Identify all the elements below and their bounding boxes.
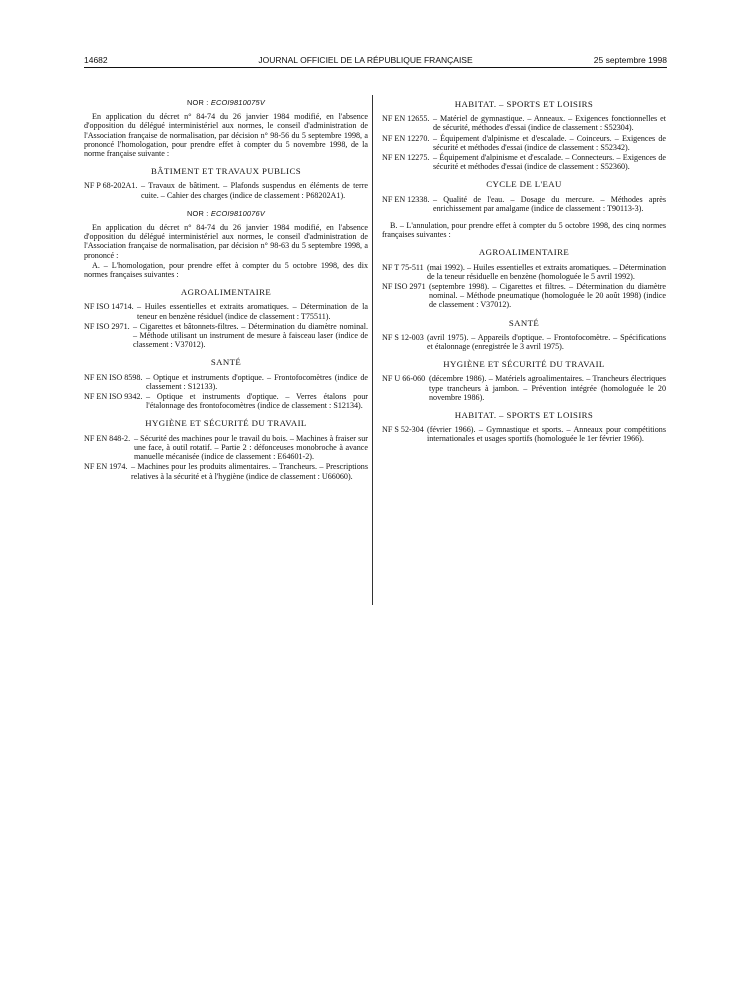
homologation-paragraph: A. – L'homologation, pour prendre effet à compter du 5 octobre 1998, des dix normes françaises suivantes : (84, 260, 368, 280)
norm-description: – Sécurité des machines pour le travail du bois. – Machines à fraiser sur une face, à outil rotatif. – Partie 2 : défonceuses monobroche à avance manuelle mécanisée (indice de classement : E64601-2). (134, 433, 368, 462)
norm-entry (84, 434, 368, 462)
section-heading: AGROALIMENTAIRE (478, 247, 570, 258)
section-heading: SANTÉ (210, 357, 242, 368)
norm-entry (84, 181, 368, 199)
norm-id: NF EN 848-2. (84, 433, 131, 443)
norm-list (84, 434, 368, 481)
section-heading: HABITAT. – SPORTS ET LOISIRS (454, 99, 594, 109)
section-heading: AGROALIMENTAIRE (180, 287, 272, 298)
journal-title: JOURNAL OFFICIEL DE LA RÉPUBLIQUE FRANÇAISE (258, 55, 473, 65)
section-heading: HYGIÈNE ET SÉCURITÉ DU TRAVAIL (145, 418, 307, 429)
norm-id: NF EN 12270. (382, 133, 430, 143)
left-column (84, 98, 368, 482)
norm-list (382, 425, 666, 443)
norm-id: NF U 66-060 (382, 374, 426, 384)
norm-list (382, 263, 666, 310)
norm-list (382, 195, 666, 213)
norm-description: (avril 1975). – Appareils d'optique. – Frontofocomètre. – Spécifications et étalonnage (enregistrée le 3 avril 1975). (427, 332, 666, 352)
norm-description: – Machines pour les produits alimentaires. – Trancheurs. – Prescriptions relatives à la sécurité et à l'hygiène (indice de classement : U66060). (131, 462, 368, 481)
nor-code: ECOI9810076V (210, 208, 265, 218)
norm-description: (décembre 1986). – Matériels agroalimentaires. – Trancheurs électriques type trancheurs à jambon. – Prévention intégrée (homologuée le 20 novembre 1986). (429, 374, 666, 402)
norm-id: NF EN 12338. (382, 194, 430, 204)
decree-paragraph: En application du décret n° 84-74 du 26 janvier 1984 modifié, en l'absence d'opposition du délégué interministériel aux normes, le conseil d'administration de l'Association française de normalisation, par décision n° 98-63 du 5 septembre 1998, a prononcé : (84, 223, 368, 260)
norm-list (84, 181, 368, 199)
norm-entry (84, 373, 368, 391)
nor-code: ECOI9810075V (210, 98, 265, 107)
nor-label: NOR : (187, 208, 209, 218)
norm-description: – Cigarettes et bâtonnets-filtres. – Détermination du diamètre nominal. – Méthode utilisant un instrument de mesure à faisceau laser (indice de classement : V37012). (133, 321, 368, 350)
norm-list (382, 374, 666, 402)
norm-id: NF P 68-202A1. (84, 181, 138, 191)
page-number: 14682 (84, 55, 108, 65)
norm-description: – Équipement d'alpinisme et d'escalade. – Connecteurs. – Exigences de sécurité et méthodes d'essai (indice de classement : S52360). (433, 153, 666, 172)
norm-description: – Équipement d'alpinisme et d'escalade. – Coinceurs. – Exigences de sécurité et méthodes d'essai (indice de classement : S52342). (433, 133, 666, 152)
norm-id: NF EN 12655. (382, 114, 430, 124)
norm-description: – Optique et instruments d'optique. – Frontofocomètres (indice de classement : S12133). (146, 372, 368, 391)
norm-entry (382, 263, 666, 281)
norm-description: – Qualité de l'eau. – Dosage du mercure. – Méthodes après enrichissement par amalgame (indice de classement : T90113-3). (433, 194, 666, 213)
nor-reference-2 (84, 209, 368, 218)
norm-entry (382, 134, 666, 152)
norm-id: NF EN 1974. (84, 462, 128, 472)
section-heading: HABITAT. – SPORTS ET LOISIRS (454, 410, 594, 421)
norm-id: NF S 52-304 (382, 425, 424, 435)
norm-list (382, 333, 666, 351)
norm-id: NF ISO 2971 (382, 282, 426, 292)
right-column (382, 98, 666, 445)
column-divider (372, 95, 373, 605)
norm-description: (février 1966). – Gymnastique et sports. – Anneaux pour compétitions internationales et usages sportifs (homologuée le 1er février 1966). (427, 425, 666, 444)
norm-list (84, 302, 368, 349)
norm-description: (septembre 1998). – Cigarettes et filtres. – Détermination du diamètre nominal. – Méthode pneumatique (homologuée le 20 août 1998) (indice de classement : V37012). (429, 282, 666, 310)
norm-description: (mai 1992). – Huiles essentielles et extraits aromatiques. – Détermination de la teneur résiduelle en benzène (homologuée le 5 avril 1992). (427, 262, 666, 281)
norm-description: – Travaux de bâtiment. – Plafonds suspendus en éléments de terre cuite. – Cahier des charges (indice de classement : P68202A1). (141, 181, 368, 200)
norm-id: NF ISO 14714. (84, 302, 134, 312)
norm-id: NF EN ISO 9342. (84, 392, 143, 402)
norm-entry (382, 425, 666, 443)
norm-entry (382, 195, 666, 213)
section-heading: HYGIÈNE ET SÉCURITÉ DU TRAVAIL (443, 359, 605, 370)
norm-entry (84, 322, 368, 350)
norm-entry (382, 374, 666, 402)
norm-description: – Matériel de gymnastique. – Anneaux. – Exigences fonctionnelles et de sécurité, méthodes d'essai (indice de classement : S52304). (433, 114, 666, 133)
norm-id: NF S 12-003 (382, 332, 424, 342)
annulation-paragraph: B. – L'annulation, pour prendre effet à compter du 5 octobre 1998, des cinq normes françaises suivantes : (382, 221, 666, 240)
issue-date: 25 septembre 1998 (593, 55, 667, 65)
norm-description: – Huiles essentielles et extraits aromatiques. – Détermination de la teneur en benzène résiduel (indice de classement : T75511). (137, 302, 368, 321)
norm-list (84, 373, 368, 411)
decree-paragraph: En application du décret n° 84-74 du 26 janvier 1984 modifié, en l'absence d'opposition du délégué interministériel aux normes, le conseil d'administration de l'Association française de normalisation, par décision n° 98-56 du 5 septembre 1998, a prononcé l'homologation, pour prendre effet à compter du 5 novembre 1998, de la norme française suivante : (84, 112, 368, 159)
norm-description: – Optique et instruments d'optique. – Verres étalons pour l'étalonnage des frontofocomètres (indice de classement : S12134). (146, 392, 368, 411)
norm-entry (382, 114, 666, 132)
norm-list (382, 114, 666, 171)
nor-label: NOR : (187, 98, 209, 107)
norm-entry (382, 153, 666, 171)
nor-reference-1 (84, 98, 368, 107)
norm-id: NF T 75-511 (382, 262, 424, 272)
norm-entry (382, 282, 666, 310)
norm-entry (84, 392, 368, 410)
norm-id: NF EN ISO 8598. (84, 372, 143, 382)
norm-entry (84, 302, 368, 320)
section-heading: BÂTIMENT ET TRAVAUX PUBLICS (150, 166, 302, 177)
section-heading: CYCLE DE L'EAU (486, 179, 562, 190)
norm-id: NF EN 12275. (382, 153, 430, 163)
header-rule (84, 67, 667, 68)
norm-entry (84, 462, 368, 480)
norm-entry (382, 333, 666, 351)
section-heading: SANTÉ (508, 317, 540, 328)
norm-id: NF ISO 2971. (84, 321, 130, 331)
